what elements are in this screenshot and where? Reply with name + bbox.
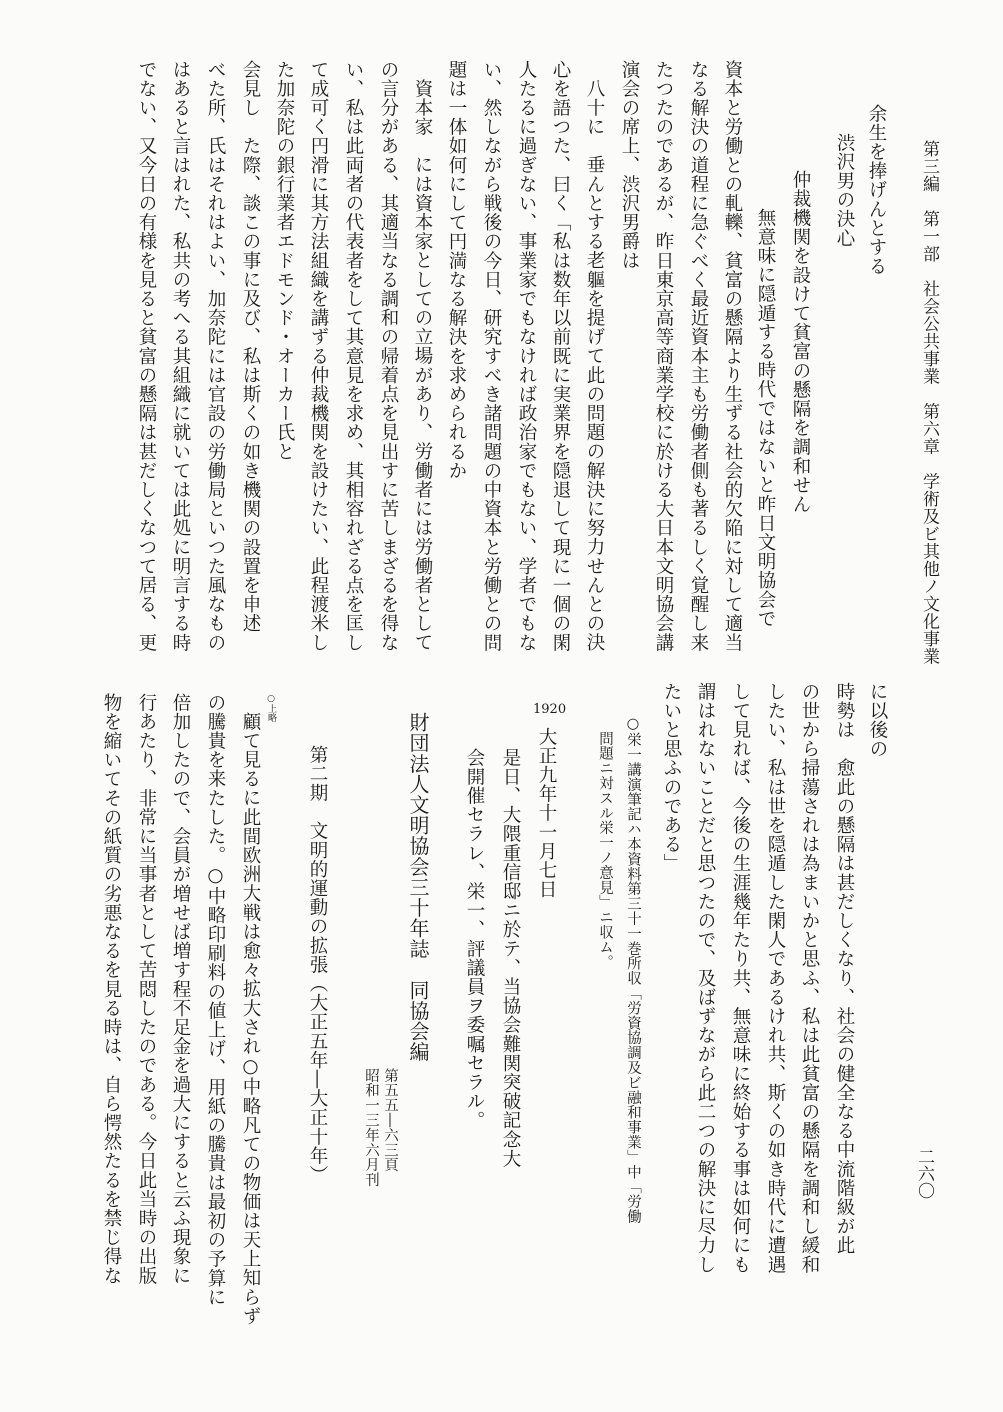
text-line: 人たるに過ぎない、事業家でもなければ政治家でもない、学者でもな	[516, 60, 537, 653]
article-subtitle: 渋沢男の決心	[834, 133, 855, 248]
text-line: 無意味に隠遁する時代ではないと昨日文明協会で	[755, 208, 776, 629]
text-line: の騰貴を来たした。○中略印刷料の値上げ、用紙の騰貴は最初の予算に	[205, 693, 226, 1307]
text-line: 題は一体如何にして円満なる解決を求められるか	[446, 60, 467, 481]
note-line: ○栄一講演筆記ハ本資料第三十一巻所収「労資協調及ビ融和事業」中「労働	[625, 716, 641, 1225]
text-line: の言分がある、其適当なる調和の帰着点を見出すに苦しまざるを得な	[378, 60, 399, 653]
text-line: なる解決の道程に急ぐべく最近資本主も労働者側も著るしく覚醒し来	[688, 60, 709, 653]
year-ad: 1920	[533, 702, 567, 717]
article-title: 余生を捧げんとする	[866, 104, 887, 276]
text-line: はあると言はれた、私共の考へる其組織に就いては此処に明言する時	[170, 60, 191, 653]
note-line: 問題ニ対スル栄一ノ意見」ニ収ム。	[597, 731, 613, 970]
source-pages: 第五五―六三頁	[382, 1068, 398, 1173]
text-line: に以後の	[867, 682, 888, 759]
text-line: たつたのであるが、昨日東京高等商業学校に於ける大日本文明協会講	[653, 60, 674, 653]
event-line: 是日、大隈重信邸ニ於テ、当協会難関突破記念大	[500, 748, 521, 1169]
text-line: 謂はれないことだと思つたので、及ばずながら此二つの解決に尽力し	[695, 682, 716, 1275]
text-line: 資本家 には資本家としての立場があり、労働者には労働者として	[412, 79, 433, 652]
page-number: 二六〇	[914, 1148, 934, 1199]
text-line: でない、又今日の有様を見ると貧富の懸隔は甚だしくなつて居る、更	[136, 60, 157, 653]
source-date: 昭和一三年六月刊	[363, 1068, 379, 1188]
text-line: 行あたり、非常に当事者として苦悶したのである。今日此当時の出版	[136, 693, 157, 1286]
text-line: べた所、氏はそれはよい、加奈陀には官設の労働局といつた風なもの	[205, 60, 226, 653]
text-line: た加奈陀の銀行業者エドモンド・オーカー氏と	[274, 60, 295, 462]
text-line: して見れば、今後の生涯幾年たり共、無意味に終始する事は如何にも	[730, 682, 751, 1275]
text-line: したい、私は世を隠遁した閑人であるけれ共、斯くの如き時代に遭遇	[765, 682, 786, 1275]
running-head: 第三編 第一部 社会公共事業 第六章 学術及ビ其他ノ文化事業	[919, 140, 939, 665]
source-title: 財団法人文明協会三十年誌 同協会編	[406, 712, 430, 1063]
text-line: 心を語つた、曰く「私は数年以前既に実業界を隠退して現に一個の閑	[550, 60, 571, 653]
text-line: い、然しながら戦後の今日、研究すべき諸問題の中資本と労働との問	[481, 60, 502, 653]
text-line: 倍加したので、会員が増せば増す程不足金を過大にすると云ふ現象に	[170, 693, 191, 1286]
text-line: 物を縮いてその紙質の劣悪なるを見る時は、自ら愕然たるを禁じ得な	[101, 693, 122, 1286]
text-line: て成可く円滑に其方法組織を講ずる仲裁機関を設けたい、此程渡米し	[308, 60, 329, 653]
text-line: 顧て見るに此間欧洲大戦は愈々拡大され○中略凡ての物価は天上知らず	[240, 712, 261, 1326]
text-line: の世から掃蕩されは為まいかと思ふ、私は此貧富の懸隔を調和し緩和	[799, 682, 820, 1275]
text-line: 資本と労働との軋轢、貧富の懸隔より生ずる社会的欠陥に対して適当	[722, 60, 743, 653]
period-heading: 第二期 文明的運動の拡張（大正五年―大正十年）	[307, 745, 328, 1185]
date-heading: 大正九年十一月七日	[536, 727, 557, 899]
text-line: 会見し た際、談この事に及び、私は斯くの如き機関の設置を申述	[240, 60, 261, 633]
event-line: 会開催セラレ、栄一、評議員ヲ委嘱セラル。	[464, 748, 485, 1130]
omission-mark: ○上略	[266, 694, 276, 722]
text-line: たいと思ふのである」	[661, 682, 682, 873]
article-heading2: 仲裁機関を設けて貧富の懸隔を調和せん	[790, 170, 811, 514]
text-line: 時勢は 愈此の懸隔は甚だしくなり、社会の健全なる中流階級が此	[834, 682, 855, 1255]
text-line: い、私は此両者の代表者をして其意見を求め、其相容れざる点を匡し	[343, 60, 364, 653]
text-line: 演会の席上、渋沢男爵は	[619, 60, 640, 271]
text-line: 八十に 垂んとする老軀を提げて此の問題の解決に努力せんとの決	[584, 79, 605, 652]
